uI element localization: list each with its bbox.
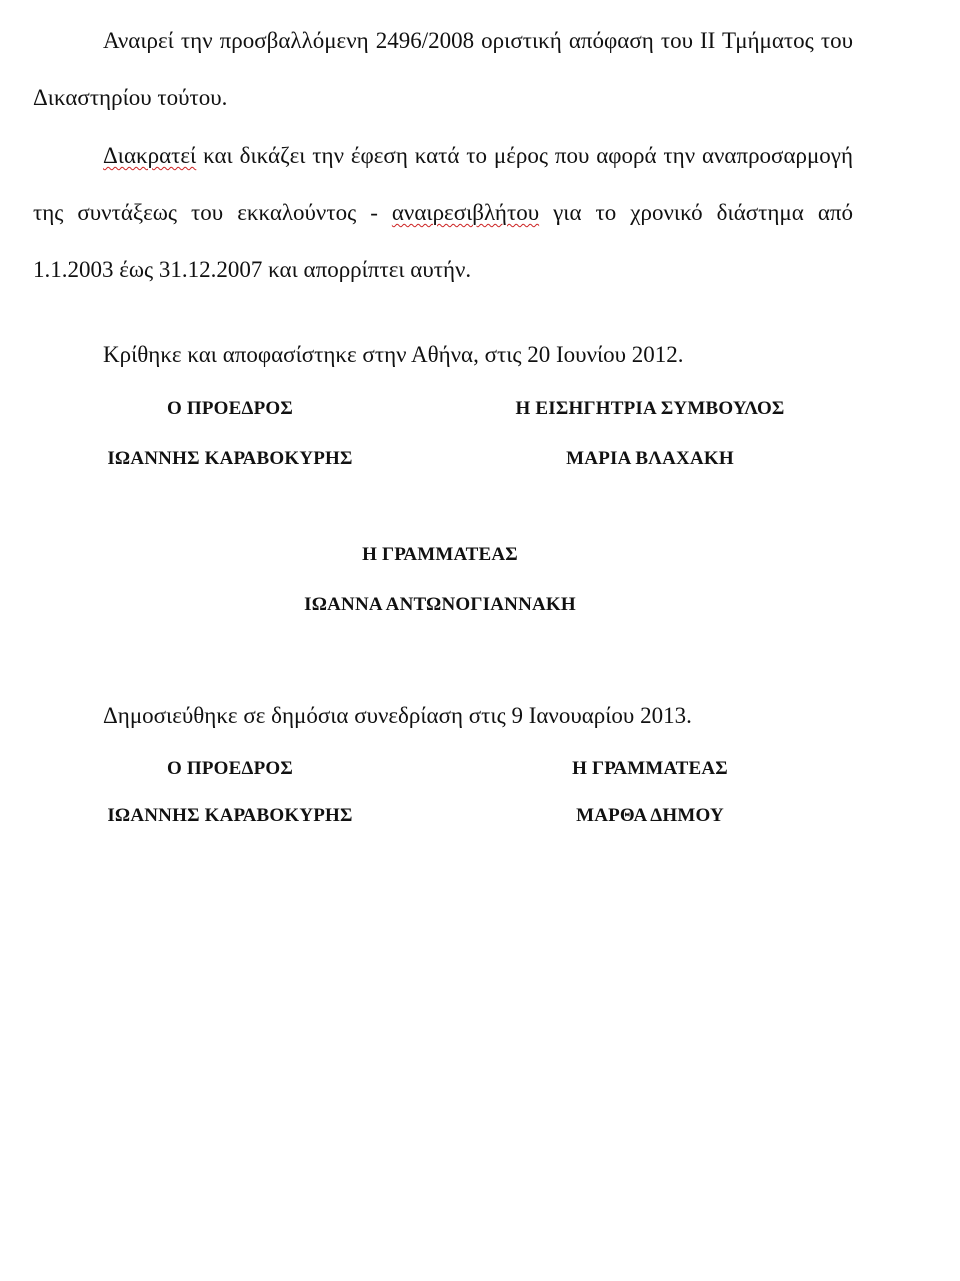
retention-paragraph bbox=[33, 127, 853, 298]
publication-president-title: Ο ΠΡΟΕΔΡΟΣ bbox=[166, 758, 294, 779]
publication-statement: Δημοσιεύθηκε σε δημόσια συνεδρίαση στις 9 Ιανουαρίου 2013. bbox=[103, 703, 692, 728]
retention-text-part-1: και δικάζει την έφεση κατά το μέρος που αφορά την αναπροσαρμογή της συντάξεως του εκκαλούντος - bbox=[33, 143, 853, 225]
president-title: Ο ΠΡΟΕΔΡΟΣ bbox=[166, 398, 294, 419]
misspelled-word: αναιρεσιβλήτου bbox=[391, 200, 540, 225]
rapporteur-title: Η ΕΙΣΗΓΗΤΡΙΑ ΣΥΜΒΟΥΛΟΣ bbox=[515, 398, 785, 419]
publication-secretary-name: ΜΑΡΘΑ ΔΗΜΟΥ bbox=[576, 805, 724, 826]
secretary-title: Η ΓΡΑΜΜΑΤΕΑΣ bbox=[362, 544, 518, 565]
secretary-name: ΙΩΑΝΝΑ ΑΝΤΩΝΟΓΙΑΝΝΑΚΗ bbox=[304, 594, 576, 615]
rapporteur-name: ΜΑΡΙΑ ΒΛΑΧΑΚΗ bbox=[566, 448, 734, 469]
retention-text-part-2: για το χρονικό διάστημα από 1.1.2003 έως 31.12.2007 και απορρίπτει αυτήν. bbox=[33, 200, 853, 282]
annulment-paragraph bbox=[33, 12, 853, 126]
president-name: ΙΩΑΝΝΗΣ ΚΑΡΑΒΟΚΥΡΗΣ bbox=[107, 448, 353, 469]
publication-president-name: ΙΩΑΝΝΗΣ ΚΑΡΑΒΟΚΥΡΗΣ bbox=[107, 805, 353, 826]
misspelled-word: Διακρατεί bbox=[103, 143, 197, 168]
annulment-text: Αναιρεί την προσβαλλόμενη 2496/2008 οριστική απόφαση του ΙΙ Τμήματος του Δικαστηρίου τούτου. bbox=[33, 28, 853, 110]
publication-secretary-title: Η ΓΡΑΜΜΑΤΕΑΣ bbox=[572, 758, 728, 779]
judgment-statement: Κρίθηκε και αποφασίστηκε στην Αθήνα, στις 20 Ιουνίου 2012. bbox=[103, 342, 684, 367]
